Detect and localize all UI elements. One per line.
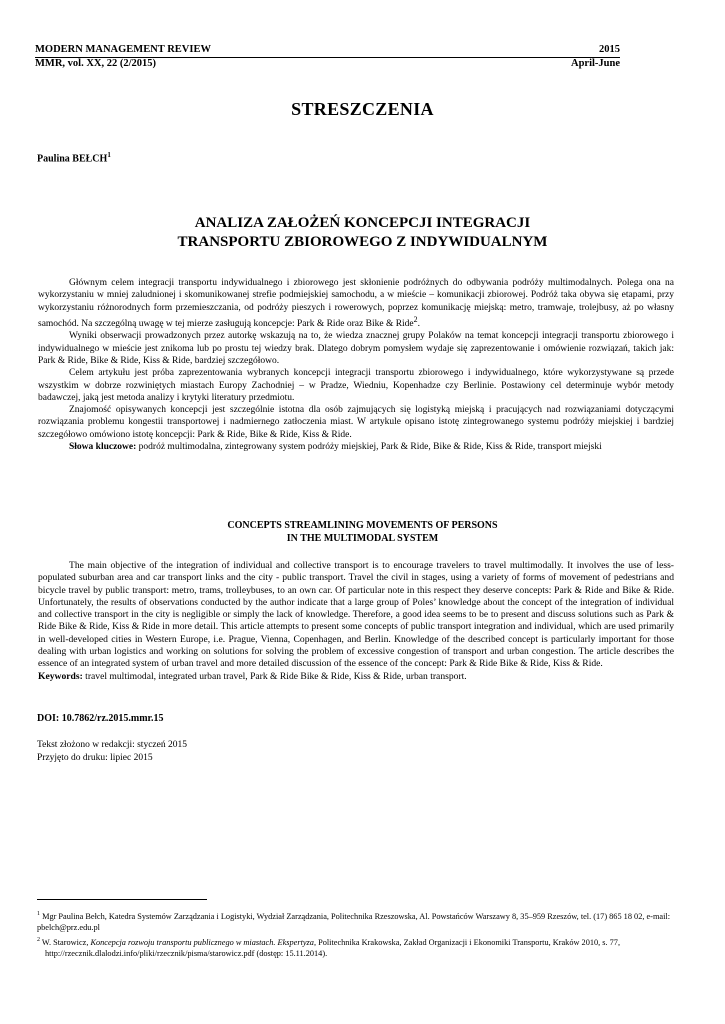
journal-period: April-June [570, 58, 620, 69]
footnote-2-author: W. Starowicz, [40, 938, 91, 948]
english-abstract [38, 560, 674, 683]
submission-dates [37, 739, 187, 764]
polish-p1-end: . [417, 319, 420, 330]
english-title-line1: CONCEPTS STREAMLINING MOVEMENTS OF PERSONS [227, 520, 498, 531]
polish-keywords-label: Słowa kluczowe: [69, 442, 137, 453]
doi: DOI: 10.7862/rz.2015.mmr.15 [37, 713, 164, 724]
section-title: STRESZCZENIA [291, 99, 434, 119]
polish-abstract-paragraph-4: Znajomość opisywanych koncepcji jest szczególnie istotna dla osób zajmujących się logistyką miejską i pracujących nad rozwiązaniami dotyczącymi rozwiązania problemu kongestii transportowej i nadmiernego zatłoczenia miast. W artykule opisano istotę zintegrowanego systemu podróży miejskiej i bardziej szczegółowo omówiono istotę koncepcji: Park & Ride, Bike & Ride, Kiss & Ride. [38, 405, 674, 440]
english-keywords-label: Keywords: [38, 670, 83, 682]
polish-abstract-paragraph-2: Wyniki obserwacji prowadzonych przez autorkę wskazują na to, że wiedza znacznej grupy Polaków na temat koncepcji integracji transportu zbiorowego i indywidualnego w mieście jest znikoma lub po prostu tej wiedzy brak. Dlatego dobrym pomysłem wydaje się zaprezentowanie i omówienie rozwiązań, takich jak: Park & Ride, Bike & Ride, Kiss & Ride, bardziej szczegółowo. [38, 331, 674, 366]
polish-abstract-paragraph-1 [38, 277, 674, 330]
polish-title-line2: TRANSPORTU ZBIOROWEGO Z INDYWIDUALNYM [177, 234, 548, 250]
english-title-line2: IN THE MULTIMODAL SYSTEM [286, 533, 439, 544]
english-keywords-text: travel multimodal, integrated urban travel, Park & Ride Bike & Ride, Kiss & Ride, urban transport. [82, 670, 467, 682]
footnote-ref-2: 2 [413, 314, 418, 324]
accepted-date: Przyjęto do druku: lipiec 2015 [37, 752, 153, 763]
english-abstract-paragraph: The main objective of the integration of individual and collective transport is to encourage travelers to travel multimodally. It involves the use of less-populated suburban area and car transport links and the city - public transport. Travel the civil in stages, using a variety of forms of movement of pedestrians and bicycle travel by public transport: metro, trams, trolleybuses, to an own car. Of particular note in this respect they deserve concepts: Park & Ride and Bike & Ride. Unfortunately, the results of observations conducted by the author indicate that a large group of Poles’ knowledge about the concept of the integration of individual and collective transport in the city is negligible or simply the lack of knowledge. Therefore, a good idea seems to be to present and discuss solutions such as Park & Ride Bike & Ride, Kiss & Ride in more detail. This article attempts to present some concepts of public transport integration and individual, which are used primarily in well-developed cities in Western Europe, i.e. Prague, Vienna, Copenhagen, and Berlin. Knowledge of the described concept is particularly important for those dealing with urban logistics and working on solutions for solving the problem of excessive congestion of transport and urban congestion. The article describes the essence of an integrated system of urban travel and more detailed discussion of the essence of the concept: Park & Ride Bike & Ride, Kiss & Ride. [38, 560, 674, 670]
journal-year: 2015 [599, 44, 620, 55]
polish-title-line1: ANALIZA ZAŁOŻEŃ KONCEPCJI INTEGRACJI [194, 215, 531, 231]
english-keywords [38, 671, 674, 683]
footnote-2-url: http://rzecznik.dlalodzi.info/pliki/rzecznik/pisma/starowicz.pdf (dostęp: 15.11.2014). [45, 949, 328, 959]
footnote-2-title: Koncepcja rozwoju transportu publicznego w miastach. Ekspertyza [90, 938, 314, 948]
polish-p1-text: Głównym celem integracji transportu indywidualnego i zbiorowego jest skłonienie podróżnych do odbywania podróży multimodalnych. Polega ona na wykorzystaniu w mniej zaludnionej i skomunikowanej strefie podmiejskiej samochodu, a w mieście – komunikacji zbiorowej. Podróż taka obywa się etapami, przy wykorzystaniu różnorodnych form przemieszczania, od podróży pieszych i rowerowych, poprzez komunikację miejską: metro, tramwaje, trolejbusy, aż po własny samochód. Na szczególną uwagę w tej mierze zasługują koncepcje: Park & Ride oraz Bike & Ride [38, 278, 674, 330]
journal-volume: MMR, vol. XX, 22 (2/2015) [35, 58, 157, 69]
polish-keywords-text: podróż multimodalna, zintegrowany system podróży miejskiej, Park & Ride, Bike & Ride, Kiss & Ride, transport miejski [136, 442, 602, 453]
author-name: Paulina BEŁCH [37, 153, 108, 165]
english-title [0, 519, 725, 545]
author [37, 151, 111, 164]
footnote-2 [37, 935, 687, 959]
footnote-2-rest: , Politechnika Krakowska, Zakład Organizacji i Ekonomiki Transportu, Kraków 2010, s. 77, [313, 938, 621, 948]
running-header-line2 [35, 58, 620, 71]
polish-abstract-paragraph-3: Celem artykułu jest próba zaprezentowania wybranych koncepcji integracji transportu zbiorowego i indywidualnego, które wykorzystywane są przede wszystkim w dobrze rozwiniętych miastach Europy Zachodniej – w Pradze, Wiedniu, Kopenhadze czy Berlinie. Postawiony cel determinuje wybór metody badawczej, jaką jest metoda analizy i krytyki literatury przedmiotu. [38, 368, 674, 403]
polish-abstract [38, 277, 674, 453]
received-date: Tekst złożono w redakcji: styczeń 2015 [37, 740, 187, 750]
footnote-1-text: Mgr Paulina Bełch, Katedra Systemów Zarządzania i Logistyki, Wydział Zarządzania, Politechnika Rzeszowska, Al. Powstańców Warszawy 8, 35–959 Rzeszów, tel. (17) 865 18 02, e-mail: pbelch@prz.edu.pl [37, 911, 670, 933]
footnote-divider [37, 899, 207, 900]
polish-keywords [38, 441, 674, 453]
footnote-1 [37, 909, 687, 933]
footnote-2-mark: 2 [37, 937, 40, 944]
journal-name: MODERN MANAGEMENT REVIEW [35, 44, 211, 55]
author-footnote-ref: 1 [107, 151, 111, 159]
footnote-1-mark: 1 [37, 911, 40, 917]
polish-title [0, 214, 725, 252]
footnotes [37, 909, 687, 962]
running-header-line1 [35, 44, 620, 58]
